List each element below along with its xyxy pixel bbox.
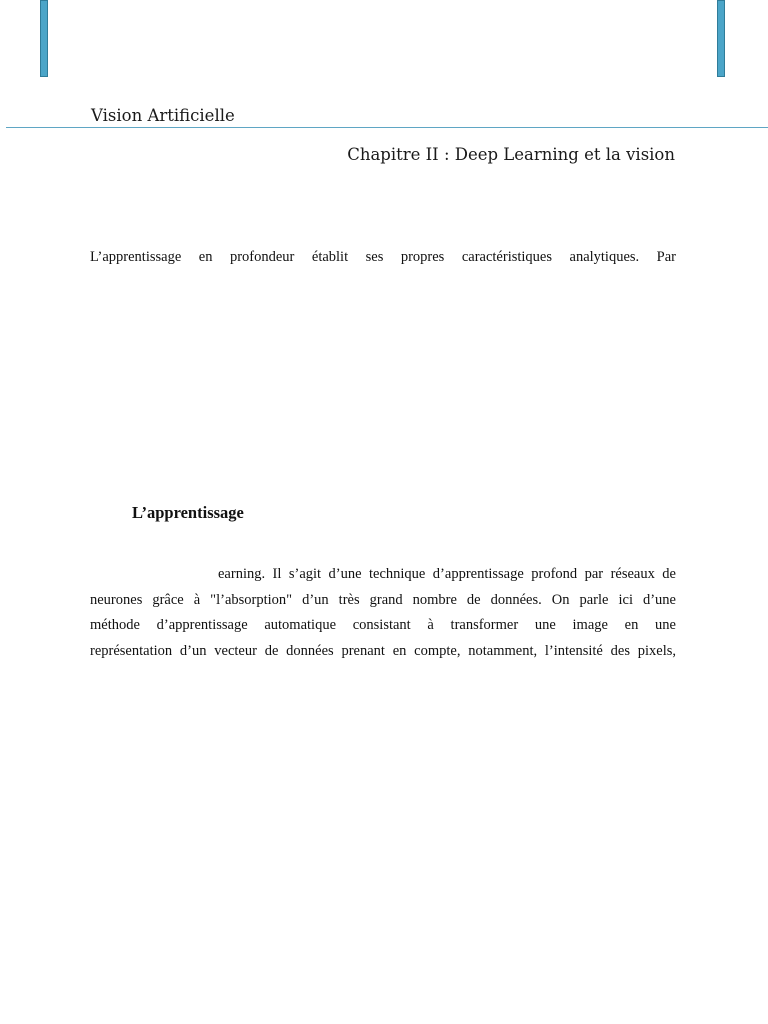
chapter-title: Chapitre II : Deep Learning et la vision [347,145,675,164]
paragraph-deep-learning [90,562,676,664]
section-heading: L’apprentissage [132,503,244,522]
left-margin-bar [40,0,48,77]
right-margin-bar [717,0,725,77]
paragraph-line: représentation d’un vecteur de données prenant en compte, notamment, l’intensité des pixels, [90,642,676,659]
header-divider [6,127,768,128]
paragraph-line: earning. Il s’agit d’une technique d’apprentissage profond par réseaux de [218,566,676,582]
paragraph-line: neurones grâce à "l’absorption" d’un très grand nombre de données. On parle ici d’une [90,591,676,608]
paragraph-intro: L’apprentissage en profondeur établit ses propres caractéristiques analytiques. Par [90,249,676,265]
document-header-title: Vision Artificielle [91,106,235,125]
paragraph-line: méthode d’apprentissage automatique consistant à transformer une image en une [90,617,676,633]
